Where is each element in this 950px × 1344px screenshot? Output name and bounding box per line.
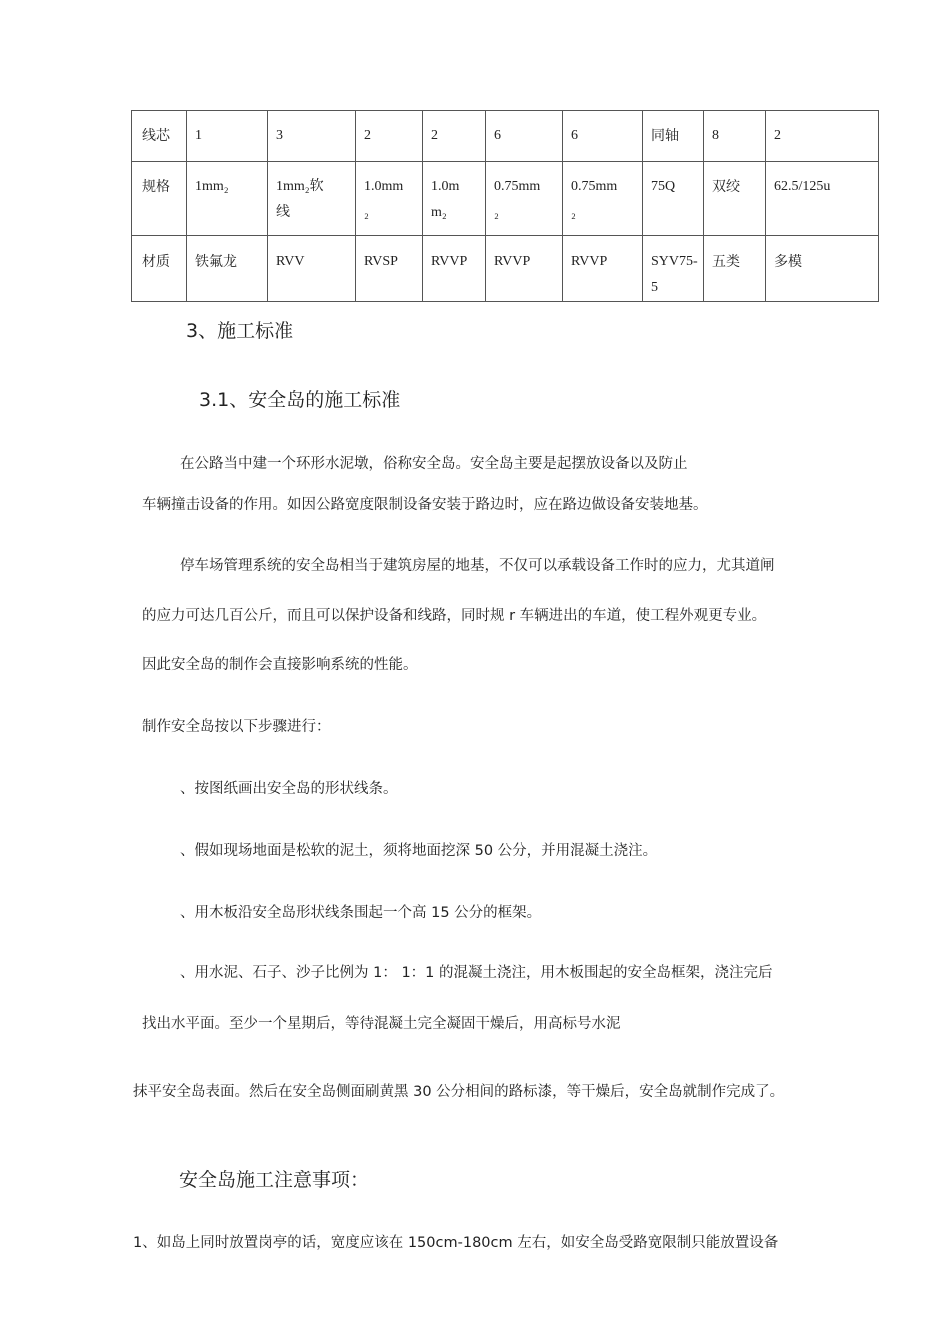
table-cell: 6 [563,111,643,162]
table-cell: 2 [423,111,486,162]
step-item-continuation: 抹平安全岛表面。然后在安全岛侧面刷黄黑 30 公分相间的路标漆，等干燥后，安全岛就制作完成了。 [133,1084,785,1100]
table-cell: 2 [356,111,423,162]
table-cell: 1 [187,111,268,162]
row-header-spec: 规格 [132,162,187,236]
paragraph-line: 车辆撞击设备的作用。如因公路宽度限制设备安装于路边时，应在路边做设备安装地基。 [142,497,708,513]
table-row-material [132,236,879,302]
cable-spec-table [131,110,879,302]
table-cell: 0.75mm ₂ [563,162,643,236]
step-item: 、用水泥、石子、沙子比例为 1： 1：1 的混凝土浇注，用木板围起的安全岛框架，浇注完后 [180,965,773,981]
notes-title: 安全岛施工注意事项： [179,1169,370,1191]
table-cell: RVVP [563,236,643,302]
table-cell: 1.0m m₂ [423,162,486,236]
section-title: 3、施工标准 [186,320,294,342]
table-cell: RVVP [423,236,486,302]
table-cell: 多模 [766,236,879,302]
table-cell: 75Q [643,162,704,236]
table-cell: RVV [268,236,356,302]
paragraph-line: 在公路当中建一个环形水泥墩，俗称安全岛。安全岛主要是起摆放设备以及防止 [180,456,688,472]
table-cell: 6 [486,111,563,162]
table-cell: 2 [766,111,879,162]
step-item: 、假如现场地面是松软的泥土，须将地面挖深 50 公分，并用混凝土浇注。 [180,843,658,859]
table-cell: RVSP [356,236,423,302]
table-cell: RVVP [486,236,563,302]
row-header-material: 材质 [132,236,187,302]
table-cell: 1mm₂软 线 [268,162,356,236]
table-cell: 五类 [704,236,766,302]
table-cell: 0.75mm ₂ [486,162,563,236]
subsection-title: 3.1、安全岛的施工标准 [199,389,401,411]
table-cell: 8 [704,111,766,162]
table-row-spec [132,162,879,236]
paragraph-line: 停车场管理系统的安全岛相当于建筑房屋的地基，不仅可以承载设备工作时的应力，尤其道闸 [180,558,775,574]
table-cell: 双绞 [704,162,766,236]
table-row-core-count [132,111,879,162]
steps-intro: 制作安全岛按以下步骤进行： [142,719,331,735]
step-item-continuation: 找出水平面。至少一个星期后，等待混凝土完全凝固干燥后，用高标号水泥 [142,1016,621,1032]
table-cell: 同轴 [643,111,704,162]
row-header-core: 线芯 [132,111,187,162]
table-cell: SYV75-5 [643,236,704,302]
table-cell: 1.0mm ₂ [356,162,423,236]
step-item: 、按图纸画出安全岛的形状线条。 [180,781,398,797]
table-cell: 3 [268,111,356,162]
step-item: 、用木板沿安全岛形状线条围起一个高 15 公分的框架。 [180,905,542,921]
paragraph-line: 因此安全岛的制作会直接影响系统的性能。 [142,657,418,673]
table-cell: 铁氟龙 [187,236,268,302]
table-cell: 1mm₂ [187,162,268,236]
table-cell: 62.5/125u [766,162,879,236]
paragraph-line: 的应力可达几百公斤，而且可以保护设备和线路，同时规 r 车辆进出的车道，使工程外观更专业。 [142,608,767,624]
note-item: 1、如岛上同时放置岗亭的话，宽度应该在 150cm-180cm 左右，如安全岛受路宽限制只能放置设备 [133,1235,779,1251]
